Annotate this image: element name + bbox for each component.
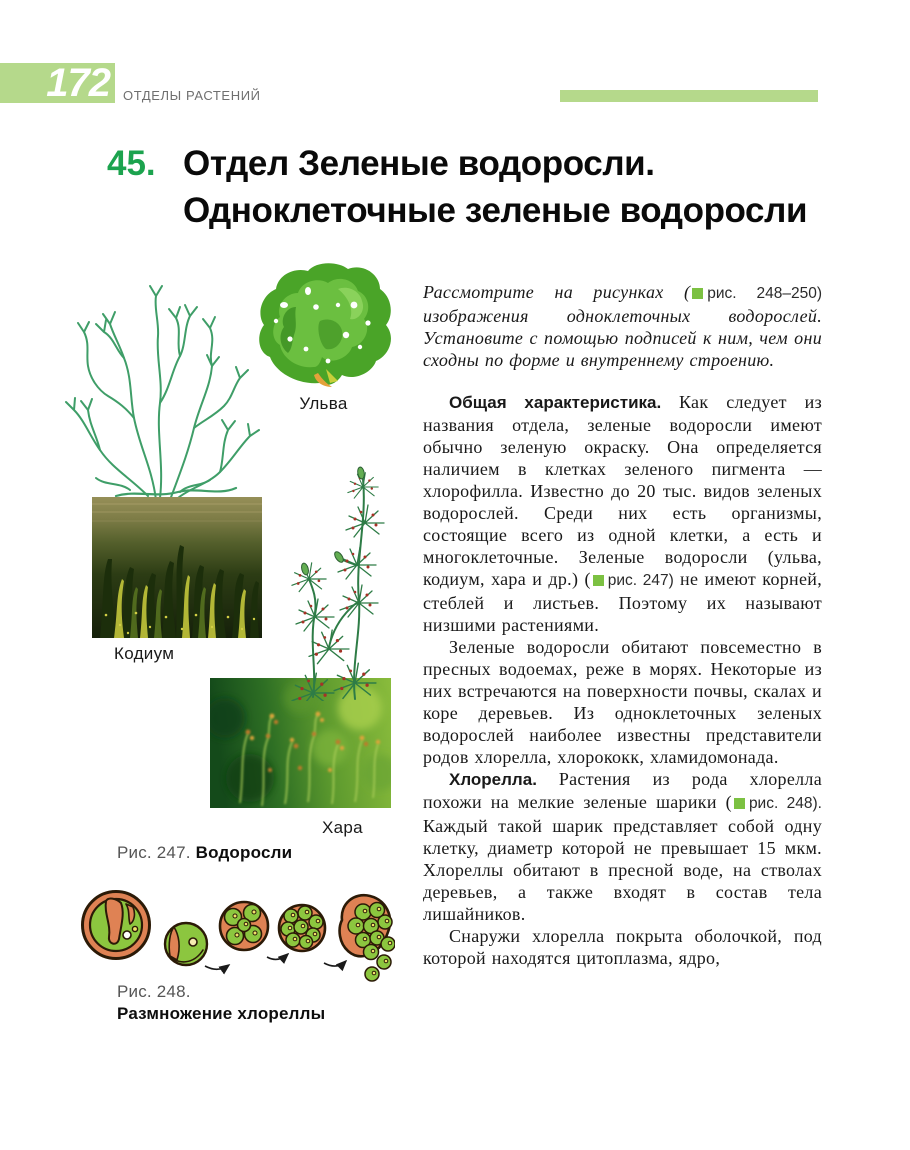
fig247-title: Водоросли — [195, 843, 293, 862]
paragraph-text: Как следует из названия отдела, зеленые водоросли имеют обычно зеленую окраску. Она определяется наличием в клетках зеленого пигмента — хлорофилла. Известно до 20 тыс. видов зеленых водорослей. Среди них есть организмы, состоящие всего из одной клетки, а есть и многоклеточные. Зеленые водоросли (ульва, кодиум, хара и др.) ( — [423, 392, 822, 589]
fig248-caption — [117, 981, 325, 1025]
general-characteristics-paragraph — [423, 391, 822, 636]
codium-photo-svg — [92, 497, 262, 638]
paragraph-text: Зеленые водоросли обитают повсеместно в пресных водоемах, реже в морях. Некоторые из них встречаются на поверхности почвы, скалах и коре деревьев. Из одноклеточных зеленых водорослей наиболее известны представители родов хлорелла, хлорококк, хламидомонада. — [423, 637, 822, 767]
paragraph-text: изображения одноклеточных водорослей. Установите с помощью подписей к ним, чем они сходны по форме и внутреннему строению. — [423, 306, 822, 370]
section-title-line1: Отдел Зеленые водоросли. — [183, 144, 655, 183]
codium-line-drawing-svg — [60, 258, 262, 504]
chlorella-paragraph — [423, 768, 822, 925]
codium-label: Кодиум — [114, 644, 175, 663]
section-title-line2: Одноклеточные зеленые водоросли — [183, 191, 808, 230]
codium-line-drawing — [60, 258, 262, 504]
codium-photo — [92, 497, 262, 638]
header-decor-bar — [560, 90, 818, 102]
page-number-band — [0, 63, 115, 103]
figure-ref-icon — [734, 798, 745, 809]
fig247-caption — [117, 842, 292, 864]
fig247-ref: Рис. 247. — [117, 843, 191, 862]
fig248-ref: Рис. 248. — [117, 982, 191, 1001]
paragraph-text: Каждый такой шарик представляет собой одну клетку, диаметр которой не превышает 15 мкм. Хлореллы обитают в пресной воде, на стволах деревьев, а также входят в состав тела лишайников. — [423, 816, 822, 924]
ulva-illustration — [250, 261, 397, 391]
paragraph-lead: Хлорелла. — [449, 770, 559, 789]
paragraph-text: не имеют корней, стеблей и листьев. Поэтому их называют низшими растениями. — [423, 569, 822, 635]
chara-drawing — [283, 461, 400, 701]
paragraph-lead: Общая характеристика. — [449, 393, 679, 412]
fig248-title: Размножение хлореллы — [117, 1004, 326, 1023]
paragraph-text: Снаружи хлорелла покрыта оболочкой, под которой находятся цитоплазма, ядро, — [423, 926, 822, 968]
intro-paragraph — [423, 281, 822, 371]
page-number: 172 — [46, 61, 110, 105]
section-number: 45. — [107, 144, 156, 183]
figure-ref-text: рис. 247) — [607, 572, 674, 589]
habitat-paragraph — [423, 636, 822, 768]
figure-ref-icon — [692, 288, 703, 299]
ulva-illustration-svg — [250, 261, 397, 391]
running-title: ОТДЕЛЫ РАСТЕНИЙ — [123, 88, 261, 103]
figure-ref-text: рис. 248–250) — [707, 285, 822, 302]
section-title — [183, 140, 843, 234]
chara-label: Хара — [322, 818, 363, 837]
figure-ref-text: рис. 248). — [748, 795, 822, 812]
figure-ref-icon — [593, 575, 604, 586]
paragraph-text: Растения из рода хлорелла похожи на мелкие зеленые шарики ( — [423, 769, 823, 812]
chlorella-structure-paragraph — [423, 925, 822, 969]
text-column — [423, 281, 822, 969]
chlorella-reproduction-diagram — [80, 882, 395, 992]
chara-drawing-svg — [283, 461, 400, 701]
chlorella-diagram-svg — [80, 882, 395, 992]
paragraph-text: Рассмотрите на рисунках ( — [423, 282, 691, 302]
ulva-label: Ульва — [299, 394, 348, 413]
